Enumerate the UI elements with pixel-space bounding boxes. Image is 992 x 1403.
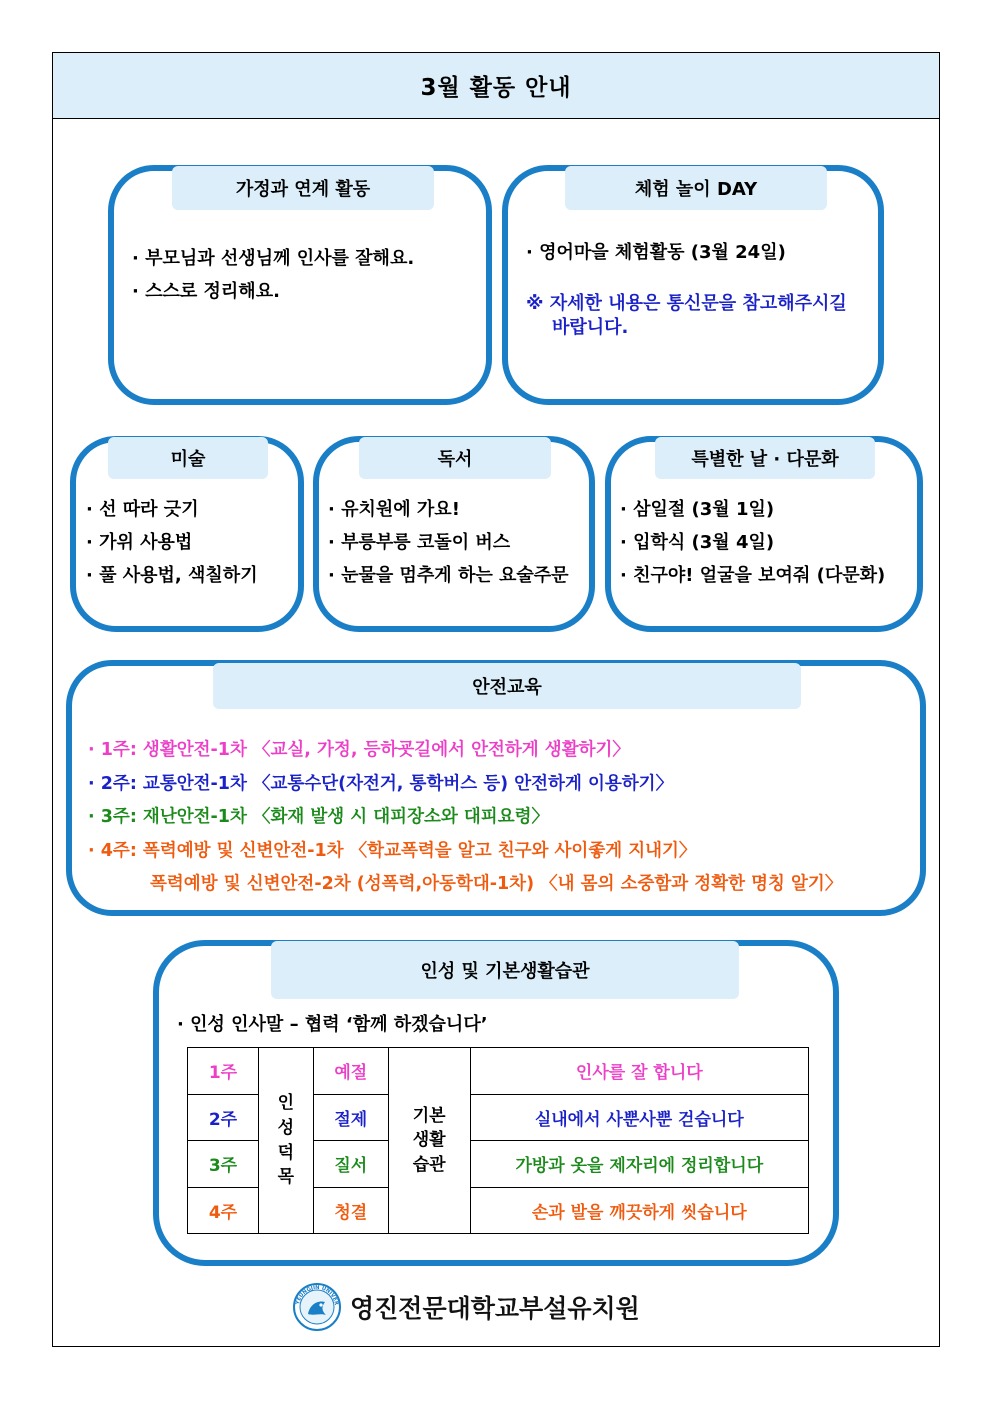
experience-note-line2: 바랍니다.: [552, 317, 629, 338]
safety-week3: · 3주: 재난안전-1차 〈화재 발생 시 대피장소와 대피요령〉: [88, 807, 550, 827]
experience-note-line1: ※ 자세한 내용은 통신문을 참고해주시길: [526, 293, 847, 314]
family-activity-title: 가정과 연계 활동: [172, 166, 434, 210]
reading-list: [328, 493, 569, 592]
habit-cell: 실내에서 사뿐사뿐 걷습니다: [470, 1094, 808, 1141]
habit-cell: 가방과 옷을 제자리에 정리합니다: [470, 1141, 808, 1188]
safety-education-title: 안전교육: [213, 663, 801, 709]
family-item: · 스스로 정리해요.: [132, 281, 280, 302]
school-name: 영진전문대학교부설유치원: [350, 1294, 640, 1323]
special-day-list: [620, 493, 885, 592]
art-item: · 풀 사용법, 색칠하기: [86, 565, 258, 586]
virtue-label-cell: [258, 1048, 313, 1234]
special-day-title: 특별한 날 · 다문화: [655, 437, 875, 479]
character-habit-title: 인성 및 기본생활습관: [271, 941, 739, 999]
virtue-label-char: 성: [277, 1117, 295, 1138]
habit-label-line: 기본: [412, 1105, 446, 1126]
experience-day-content: [526, 238, 847, 340]
habit-cell: 인사를 잘 합니다: [470, 1048, 808, 1095]
week-cell: 2주: [188, 1094, 259, 1141]
week-cell: 3주: [188, 1141, 259, 1188]
virtue-label-char: 목: [277, 1167, 295, 1188]
virtue-cell: 예절: [313, 1048, 388, 1095]
page-title: 3월 활동 안내: [52, 52, 940, 119]
week-cell: 1주: [188, 1048, 259, 1095]
virtue-label-char: 인: [277, 1093, 295, 1114]
virtue-label-char: 덕: [277, 1142, 295, 1163]
safety-week4: · 4주: 폭력예방 및 신변안전-1차 〈학교폭력을 알고 친구와 사이좋게 지내기〉: [88, 840, 697, 861]
footer-school: [292, 1280, 640, 1334]
safety-week4-second: 폭력예방 및 신변안전-2차 (성폭력,아동학대-1차) 〈내 몸의 소중함과 정확한 명칭 알기〉: [150, 874, 843, 894]
school-emblem-icon: [292, 1282, 342, 1332]
special-item: · 입학식 (3월 4일): [620, 532, 775, 553]
virtue-cell: 절제: [313, 1094, 388, 1141]
habit-label-line: 생활: [412, 1130, 446, 1151]
family-activity-list: [132, 242, 414, 308]
experience-item: · 영어마을 체험활동 (3월 24일): [526, 242, 786, 263]
safety-education-list: [88, 734, 842, 902]
art-title: 미술: [108, 437, 268, 479]
special-item: · 친구야! 얼굴을 보여줘 (다문화): [620, 565, 886, 586]
reading-item: · 부릉부릉 코돌이 버스: [328, 532, 511, 553]
table-row: [188, 1048, 809, 1095]
virtue-cell: 질서: [313, 1141, 388, 1188]
reading-item: · 눈물을 멈추게 하는 요술주문: [328, 565, 569, 586]
emblem-text: YEUNGJIN UNIVER: [295, 1284, 339, 1306]
reading-title: 독서: [359, 437, 551, 479]
experience-day-title: 체험 놀이 DAY: [565, 166, 827, 210]
virtue-cell: 청결: [313, 1187, 388, 1234]
reading-item: · 유치원에 가요!: [328, 499, 460, 520]
character-table: [187, 1047, 809, 1234]
family-item: · 부모님과 선생님께 인사를 잘해요.: [132, 248, 415, 269]
art-item: · 선 따라 긋기: [86, 499, 199, 520]
art-list: [86, 493, 258, 592]
safety-week2: · 2주: 교통안전-1차 〈교통수단(자전거, 통학버스 등) 안전하게 이용하기〉: [88, 773, 674, 794]
week-cell: 4주: [188, 1187, 259, 1234]
habit-label-cell: [388, 1048, 470, 1234]
habit-label-line: 습관: [412, 1154, 446, 1175]
character-greeting: · 인성 인사말 – 협력 ‘함께 하겠습니다’: [177, 1014, 488, 1035]
safety-week1: · 1주: 생활안전-1차 〈교실, 가정, 등하굣길에서 안전하게 생활하기〉: [88, 740, 630, 760]
art-item: · 가위 사용법: [86, 532, 193, 553]
habit-cell: 손과 발을 깨끗하게 씻습니다: [470, 1187, 808, 1234]
special-item: · 삼일절 (3월 1일): [620, 499, 775, 520]
